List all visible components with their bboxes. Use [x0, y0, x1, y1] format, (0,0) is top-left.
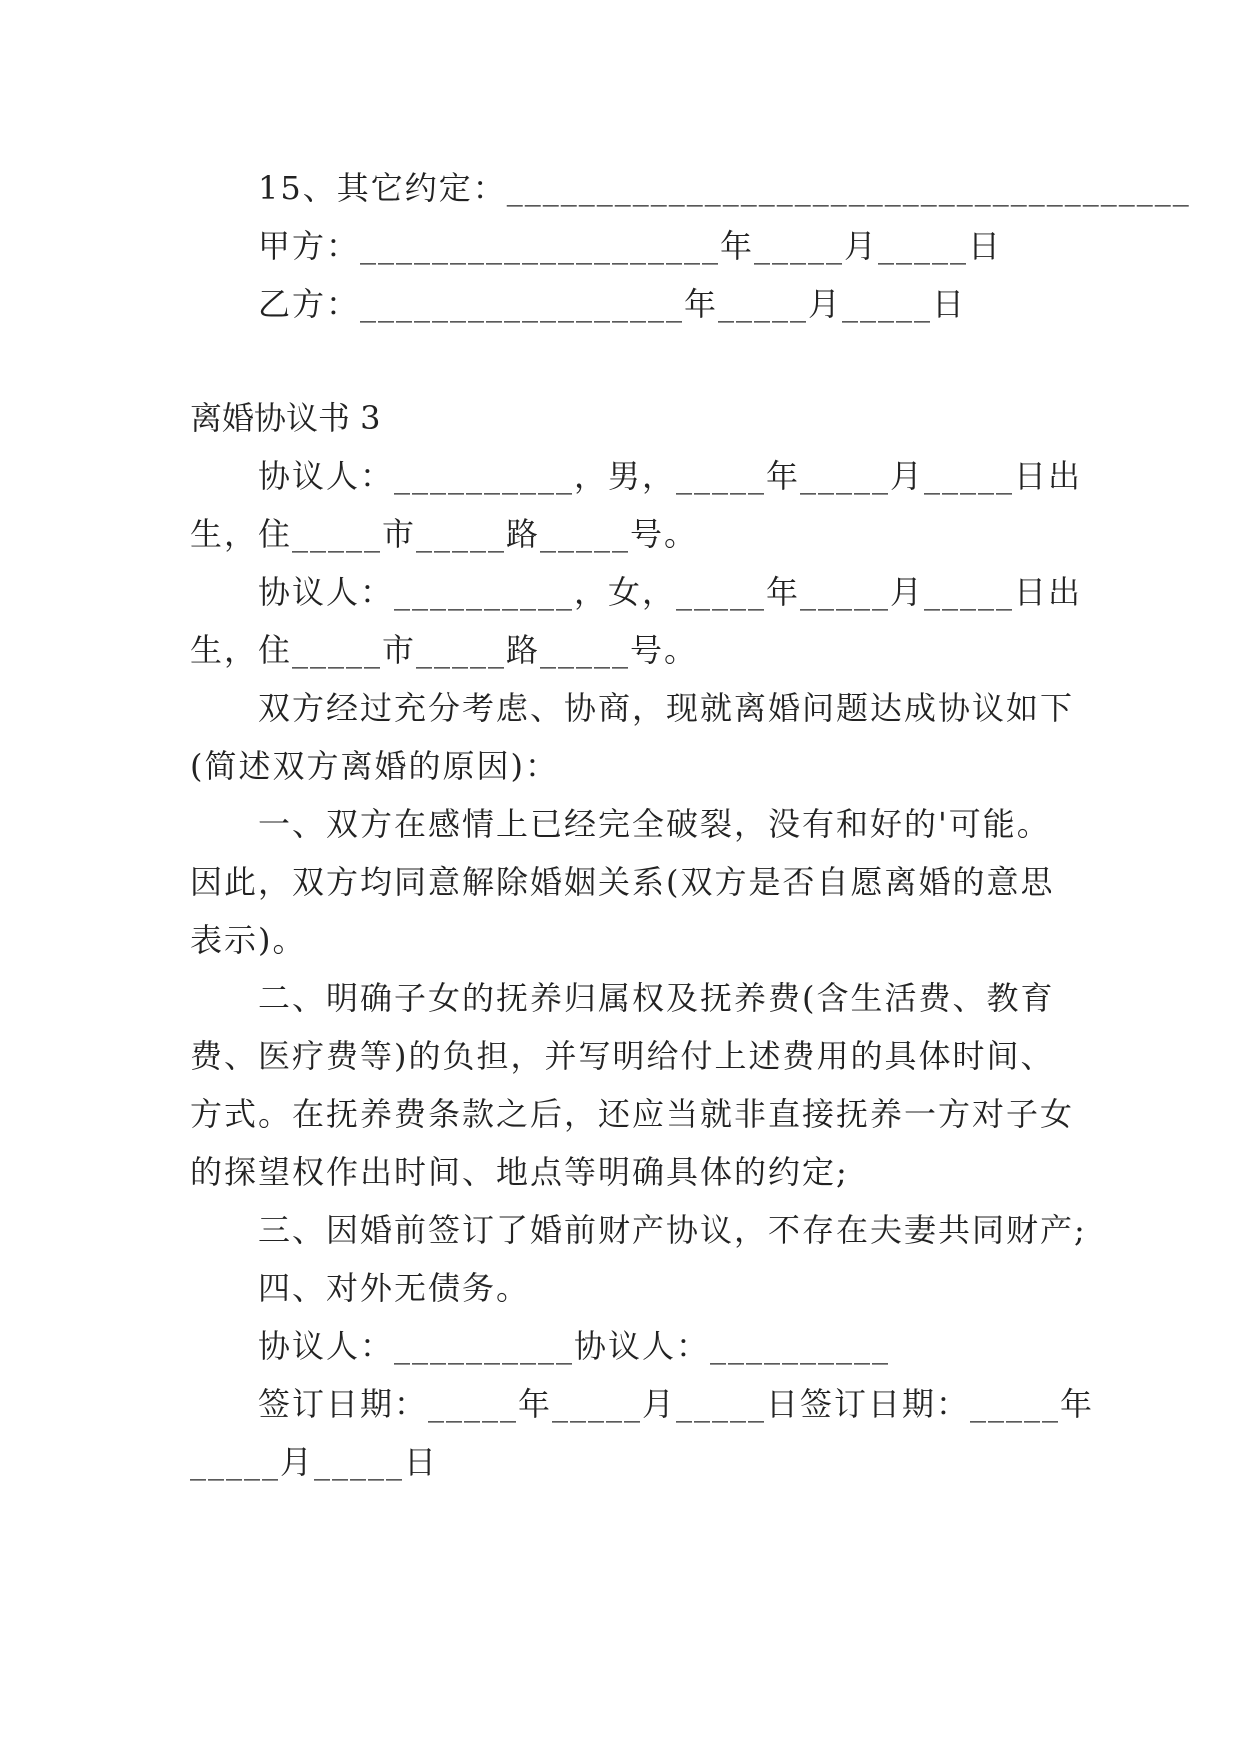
party-a-signature-line: 甲方：____________________年_____月_____日 — [258, 227, 1003, 265]
sign-date-line-2: _____月_____日 — [190, 1443, 439, 1481]
section-title: 离婚协议书 3 — [190, 399, 381, 437]
signatories-line: 协议人：__________协议人：__________ — [258, 1327, 891, 1365]
party-2-info-line-2: 生，住_____市_____路_____号。 — [190, 631, 699, 669]
party-2-info-line-1: 协议人：__________，女，_____年_____月_____日出 — [258, 573, 1083, 611]
clause-1-line-2: 因此，双方均同意解除婚姻关系(双方是否自愿离婚的意思 — [190, 863, 1055, 901]
clause-1-line-1: 一、双方在感情上已经完全破裂，没有和好的'可能。 — [258, 805, 1051, 843]
party-b-signature-line: 乙方：__________________年_____月_____日 — [258, 285, 967, 323]
party-1-info-line-2: 生，住_____市_____路_____号。 — [190, 515, 699, 553]
intro-paragraph-line-1: 双方经过充分考虑、协商，现就离婚问题达成协议如下 — [258, 689, 1075, 727]
other-agreement-line: 15、其它约定：______________________________________ — [258, 169, 1191, 207]
intro-paragraph-line-2: (简述双方离婚的原因)： — [190, 747, 559, 785]
clause-2-line-4: 的探望权作出时间、地点等明确具体的约定; — [190, 1153, 849, 1191]
clause-1-line-3: 表示)。 — [190, 921, 307, 959]
clause-2-line-3: 方式。在抚养费条款之后，还应当就非直接抚养一方对子女 — [190, 1095, 1075, 1133]
clause-3-line: 三、因婚前签订了婚前财产协议，不存在夫妻共同财产; — [258, 1211, 1087, 1249]
clause-2-line-2: 费、医疗费等)的负担，并写明给付上述费用的具体时间、 — [190, 1037, 1055, 1075]
clause-4-line: 四、对外无债务。 — [258, 1269, 531, 1307]
party-1-info-line-1: 协议人：__________，男，_____年_____月_____日出 — [258, 457, 1083, 495]
sign-date-line-1: 签订日期：_____年_____月_____日签订日期：_____年 — [258, 1385, 1095, 1423]
clause-2-line-1: 二、明确子女的抚养归属权及抚养费(含生活费、教育 — [258, 979, 1055, 1017]
